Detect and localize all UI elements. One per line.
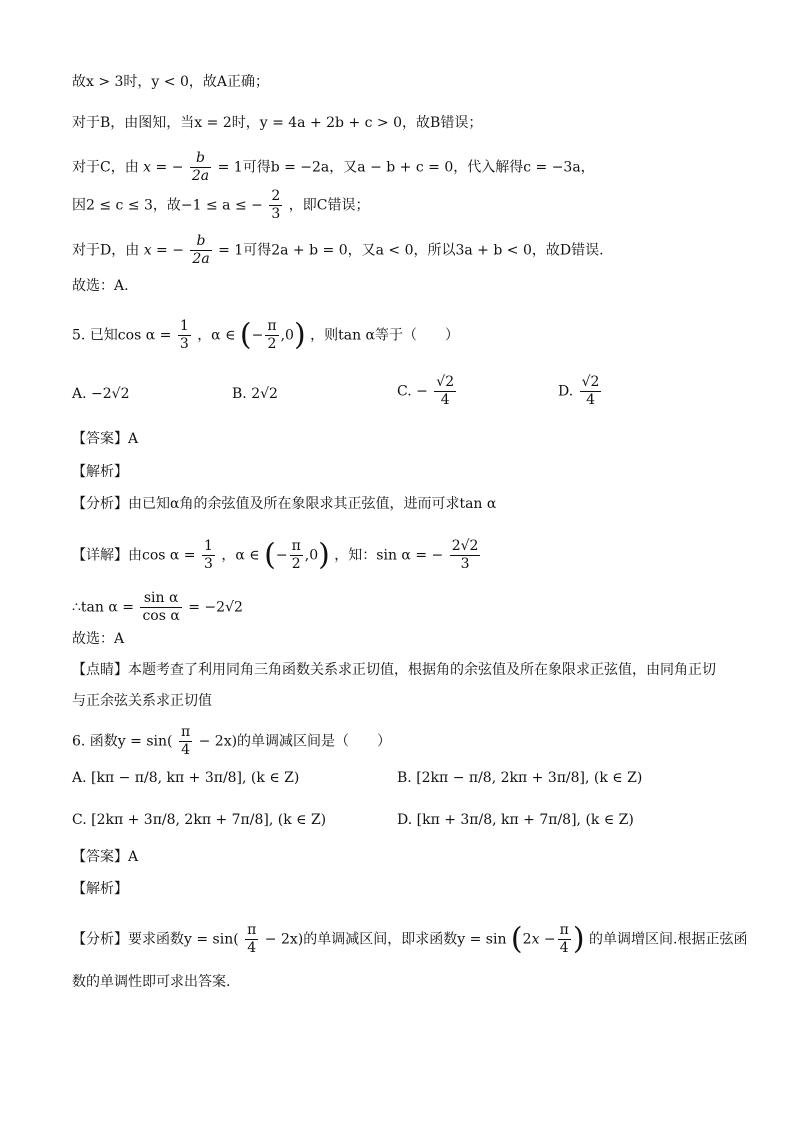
line-text: = −2√2: [188, 599, 243, 616]
line-text: 故选：A: [72, 631, 125, 647]
denominator: 3: [271, 206, 281, 222]
numerator: √2: [581, 374, 600, 390]
denominator: 3: [204, 556, 213, 572]
line-text: 5. 已知cos α =: [72, 327, 172, 344]
fraction: [202, 538, 215, 573]
line-text: 【分析】由已知α角的余弦值及所在象限求其正弦值，进而可求tan α: [72, 496, 497, 512]
text-line: [72, 150, 595, 185]
line-text: 的单调增区间.根据正弦函: [589, 931, 748, 948]
fraction: [450, 538, 481, 573]
fraction: [245, 922, 258, 957]
line-text: ，知：sin α = −: [334, 547, 444, 564]
fraction: [190, 150, 211, 185]
denominator: 4: [181, 742, 191, 758]
option-text: D. [kπ + 3π/8, kπ + 7π/8], (k ∈ Z): [397, 812, 634, 828]
analysis-text: [72, 972, 230, 992]
question-6: [72, 724, 391, 759]
denominator: 3: [460, 556, 470, 572]
answer-label: [72, 429, 138, 449]
math-x: x = −: [143, 242, 184, 259]
numerator: π: [291, 538, 301, 554]
fraction: [290, 538, 303, 573]
fraction: [265, 318, 278, 353]
numerator: π: [267, 318, 277, 334]
line-text: 【答案】A: [72, 849, 139, 865]
line-text: 【点睛】本题考查了利用同角三角函数关系求正切值，根据角的余弦值及所在象限求正弦值，由同角正切: [72, 662, 716, 678]
option-a: [72, 384, 129, 404]
line-text: = 1可得2a + b = 0，又a < 0，所以3a + b < 0，故D错误.: [218, 242, 604, 259]
line-text: 6. 函数y = sin(: [72, 733, 173, 750]
fraction: [269, 188, 282, 223]
numerator: b: [190, 150, 211, 168]
math-x: x = −: [143, 159, 184, 176]
numerator: 2: [271, 188, 281, 204]
numerator: π: [247, 922, 257, 938]
option-b: [232, 384, 278, 404]
option-c: [72, 810, 326, 830]
denominator: cos α: [142, 608, 180, 624]
numerator: sin α: [140, 590, 181, 608]
fraction: [580, 374, 602, 409]
analysis-text: [72, 494, 496, 514]
text-line: [72, 188, 369, 223]
denominator: 2: [267, 336, 277, 352]
fraction: [190, 233, 211, 268]
analysis-label: [72, 462, 128, 482]
line-text: 【解析】: [72, 464, 128, 480]
select-line: [72, 629, 124, 649]
option-text: A. −2√2: [72, 386, 130, 402]
line-text: ，α ∈: [221, 547, 260, 564]
numerator: 1: [204, 538, 213, 554]
fraction: [178, 318, 191, 353]
option-c: [397, 374, 458, 409]
line-text: 与正余弦关系求正切值: [72, 693, 212, 709]
line-text: − 2x)的单调减区间，即求函数y = sin: [264, 931, 507, 948]
text-line: [72, 233, 604, 268]
text-line: [72, 72, 269, 92]
option-text: C. [2kπ + 3π/8, 2kπ + 7π/8], (k ∈ Z): [72, 812, 327, 828]
line-text: ，α ∈: [197, 327, 236, 344]
option-text: B. [2kπ − π/8, 2kπ + 3π/8], (k ∈ Z): [397, 770, 643, 786]
answer-label: [72, 847, 138, 867]
option-d: [397, 810, 634, 830]
option-text: B. 2√2: [232, 386, 278, 402]
line-text: 因2 ≤ c ≤ 3，故−1 ≤ a ≤ −: [72, 197, 263, 214]
numerator: b: [190, 233, 211, 251]
text-line: [72, 113, 482, 133]
denominator: 4: [247, 940, 257, 956]
question-5: 5. 已知cos α = $\frac{1}{3}$ ，α ∈ (− $\frac{\pi}{2}$ ,0) ，则tan α等于（ ）: [72, 317, 460, 353]
text-line: [72, 276, 129, 296]
line-text: 故x > 3时，y < 0，故A正确；: [72, 74, 269, 90]
analysis-text: 【分析】要求函数y = sin( $\frac{\pi}{4}$ − 2x)的单调减区间，即求函数y = sin (2x − $\frac{\pi}{4}$ ) 的单调增区间.根据正弦函: [72, 921, 748, 957]
line-text: ∴tan α =: [72, 599, 134, 616]
detail-line: 【详解】由cos α = $\frac{1}{3}$ ，α ∈ (− $\frac{\pi}{2}$ ,0) ，知：sin α = − $\frac{2√2}{3}$: [72, 537, 479, 573]
line-text: 对于D，由: [72, 242, 140, 259]
line-text: − 2x)的单调减区间是（ ）: [198, 733, 392, 750]
fraction: [140, 590, 181, 625]
fraction: [179, 724, 192, 759]
line-text: 【详解】由cos α =: [72, 547, 196, 564]
numerator: √2: [436, 374, 455, 390]
option-text: A. [kπ − π/8, kπ + 3π/8], (k ∈ Z): [72, 770, 300, 786]
tan-line: [72, 590, 243, 625]
line-text: 数的单调性即可求出答案.: [72, 974, 231, 990]
line-text: = 1可得b = −2a，又a − b + c = 0，代入解得c = −3a，: [217, 159, 595, 176]
line-text: 故选：A.: [72, 278, 129, 294]
line-text: 【解析】: [72, 881, 128, 897]
numerator: 2√2: [451, 538, 479, 554]
fraction: [434, 374, 456, 409]
analysis-label: [72, 879, 128, 899]
line-text: ，即C错误；: [288, 197, 370, 214]
option-text: D.: [558, 383, 574, 400]
line-text: 对于C，由: [72, 159, 139, 176]
denominator: 2a: [191, 168, 210, 184]
denominator: 2: [291, 556, 301, 572]
line-text: ，则tan α等于（ ）: [310, 327, 460, 344]
option-text: C. −: [397, 383, 428, 400]
denominator: 3: [179, 336, 189, 352]
comment-line: [72, 660, 716, 680]
line-text: 【答案】A: [72, 431, 139, 447]
numerator: π: [180, 724, 191, 740]
option-a: [72, 768, 299, 788]
comment-line: [72, 691, 212, 711]
denominator: 2a: [192, 251, 210, 267]
option-d: [558, 374, 603, 409]
line-text: 【分析】要求函数y = sin(: [72, 931, 239, 948]
fraction: [558, 922, 571, 957]
line-text: 对于B，由图知，当x = 2时，y = 4a + 2b + c > 0，故B错误；: [72, 115, 483, 131]
numerator: π: [559, 922, 569, 938]
denominator: 4: [440, 392, 450, 408]
denominator: 4: [586, 392, 596, 408]
numerator: 1: [179, 318, 189, 334]
denominator: 4: [559, 940, 569, 956]
option-b: [397, 768, 642, 788]
